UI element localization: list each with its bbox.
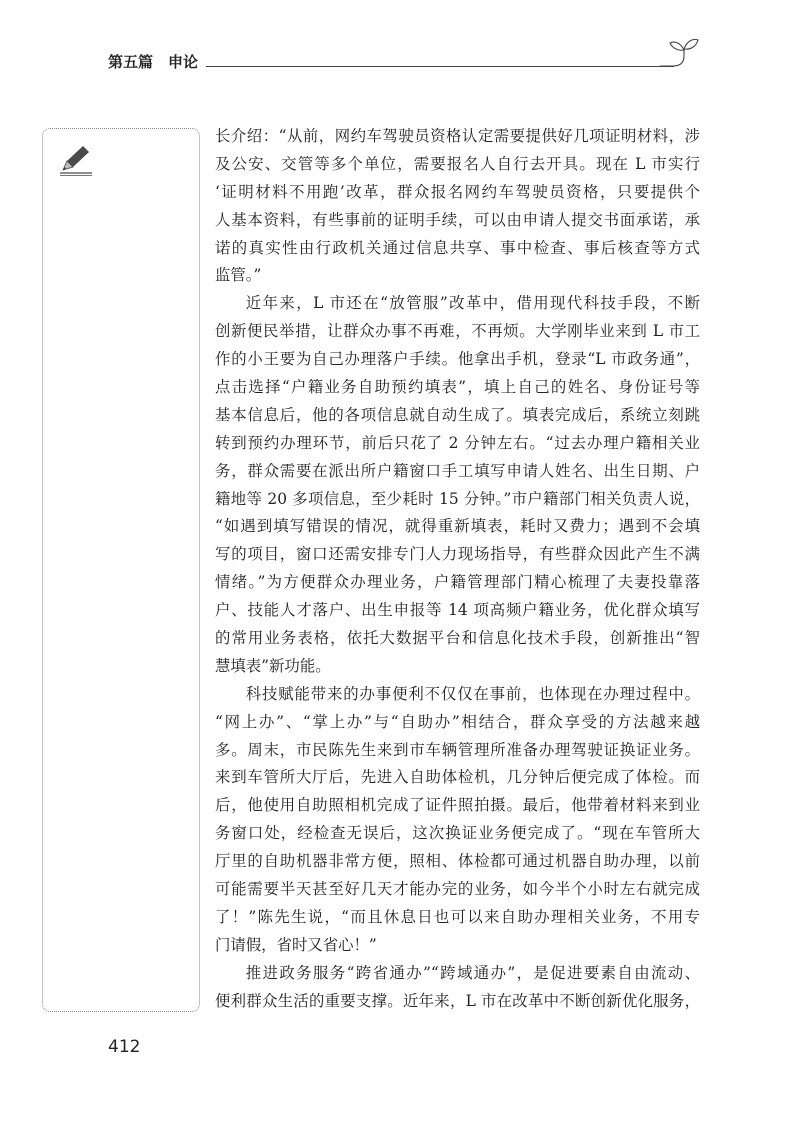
notes-margin-box <box>42 128 200 1012</box>
text-line: 长介绍：“从前，网约车驾驶员资格认定需要提供好几项证明材料，涉 <box>215 127 700 145</box>
sprout-icon <box>660 36 702 70</box>
text-line: 务，群众需要在派出所户籍窗口手工填写申请人姓名、出生日期、户 <box>215 461 700 480</box>
text-line: 可能需要半天甚至好几天才能办完的业务，如今半个小时左右就完成 <box>215 880 700 899</box>
text-line: 写的项目，窗口还需安排专门人力现场指导，有些群众因此产生不满 <box>215 545 700 564</box>
text-line: ‘证明材料不用跑’改革，群众报名网约车驾驶员资格，只要提供个 <box>215 182 700 201</box>
text-line: 人基本资料，有些事前的证明手续，可以由申请人提交书面承诺，承 <box>215 210 700 229</box>
text-line: 户、技能人才落户、出生申报等 14 项高频户籍业务，优化群众填写 <box>215 601 700 620</box>
paragraph <box>215 290 700 680</box>
text-line: 创新便民举措，让群众办事不再难，不再烦。大学刚毕业来到 L 市工 <box>215 322 700 341</box>
paragraph <box>215 123 700 290</box>
paragraph <box>215 681 700 960</box>
text-line: 厅里的自助机器非常方便，照相、体检都可通过机器自助办理，以前 <box>215 852 700 871</box>
text-line: “网上办”、“掌上办”与“自助办”相结合，群众享受的方法越来越 <box>215 712 700 731</box>
text-line: 的常用业务表格，依托大数据平台和信息化技术手段，创新推出“智 <box>215 629 700 648</box>
text-line: “如遇到填写错误的情况，就得重新填表，耗时又费力；遇到不会填 <box>215 517 700 536</box>
text-line: 慧填表”新功能。 <box>215 656 331 675</box>
page-number: 412 <box>108 1037 141 1057</box>
text-line: 作的小王要为自己办理落户手续。他拿出手机，登录“L 市政务通”， <box>215 350 700 369</box>
paragraph <box>215 960 700 1016</box>
text-line: 多。周末，市民陈先生来到市车辆管理所准备办理驾驶证换证业务。 <box>215 740 700 759</box>
text-line: 转到预约办理环节，前后只花了 2 分钟左右。“过去办理户籍相关业 <box>215 433 700 452</box>
text-line: 后，他使用自助照相机完成了证件照拍摄。最后，他带着材料来到业 <box>215 796 700 815</box>
text-line: 科技赋能带来的办事便利不仅仅在事前，也体现在办理过程中。 <box>245 684 700 703</box>
text-line: 籍地等 20 多项信息，至少耗时 15 分钟。”市户籍部门相关负责人说， <box>215 489 700 508</box>
section-part-label: 第五篇 <box>108 53 154 71</box>
text-line: 门请假，省时又省心！” <box>215 935 377 954</box>
text-line: 基本信息后，他的各项信息就自动生成了。填表完成后，系统立刻跳 <box>215 405 700 424</box>
header-divider <box>206 66 674 67</box>
text-line: 近年来，L 市还在“放管服”改革中，借用现代科技手段，不断 <box>245 294 700 313</box>
text-line: 来到车管所大厅后，先进入自助体检机，几分钟后便完成了体检。而 <box>215 768 700 787</box>
text-line: 情绪。”为方便群众办理业务，户籍管理部门精心梳理了夫妻投靠落 <box>215 573 700 592</box>
text-line: 推进政务服务“跨省通办”“跨域通办”，是促进要素自由流动、 <box>245 963 700 982</box>
text-line: 便利群众生活的重要支撑。近年来，L 市在改革中不断创新优化服务， <box>215 991 700 1010</box>
text-line: 了！”陈先生说，“而且休息日也可以来自助办理相关业务，不用专 <box>215 907 700 926</box>
text-line: 及公安、交管等多个单位，需要报名人自行去开具。现在 L 市实行 <box>215 154 700 173</box>
pencil-icon <box>56 144 96 178</box>
text-line: 诺的真实性由行政机关通过信息共享、事中检查、事后核查等方式 <box>215 238 700 257</box>
text-line: 监管。” <box>215 266 262 285</box>
text-line: 务窗口处，经检查无误后，这次换证业务便完成了。“现在车管所大 <box>215 824 700 843</box>
text-line: 点击选择“户籍业务自助预约填表”，填上自己的姓名、身份证号等 <box>215 378 700 397</box>
body-text <box>215 123 700 1016</box>
section-title: 申论 <box>168 53 199 71</box>
